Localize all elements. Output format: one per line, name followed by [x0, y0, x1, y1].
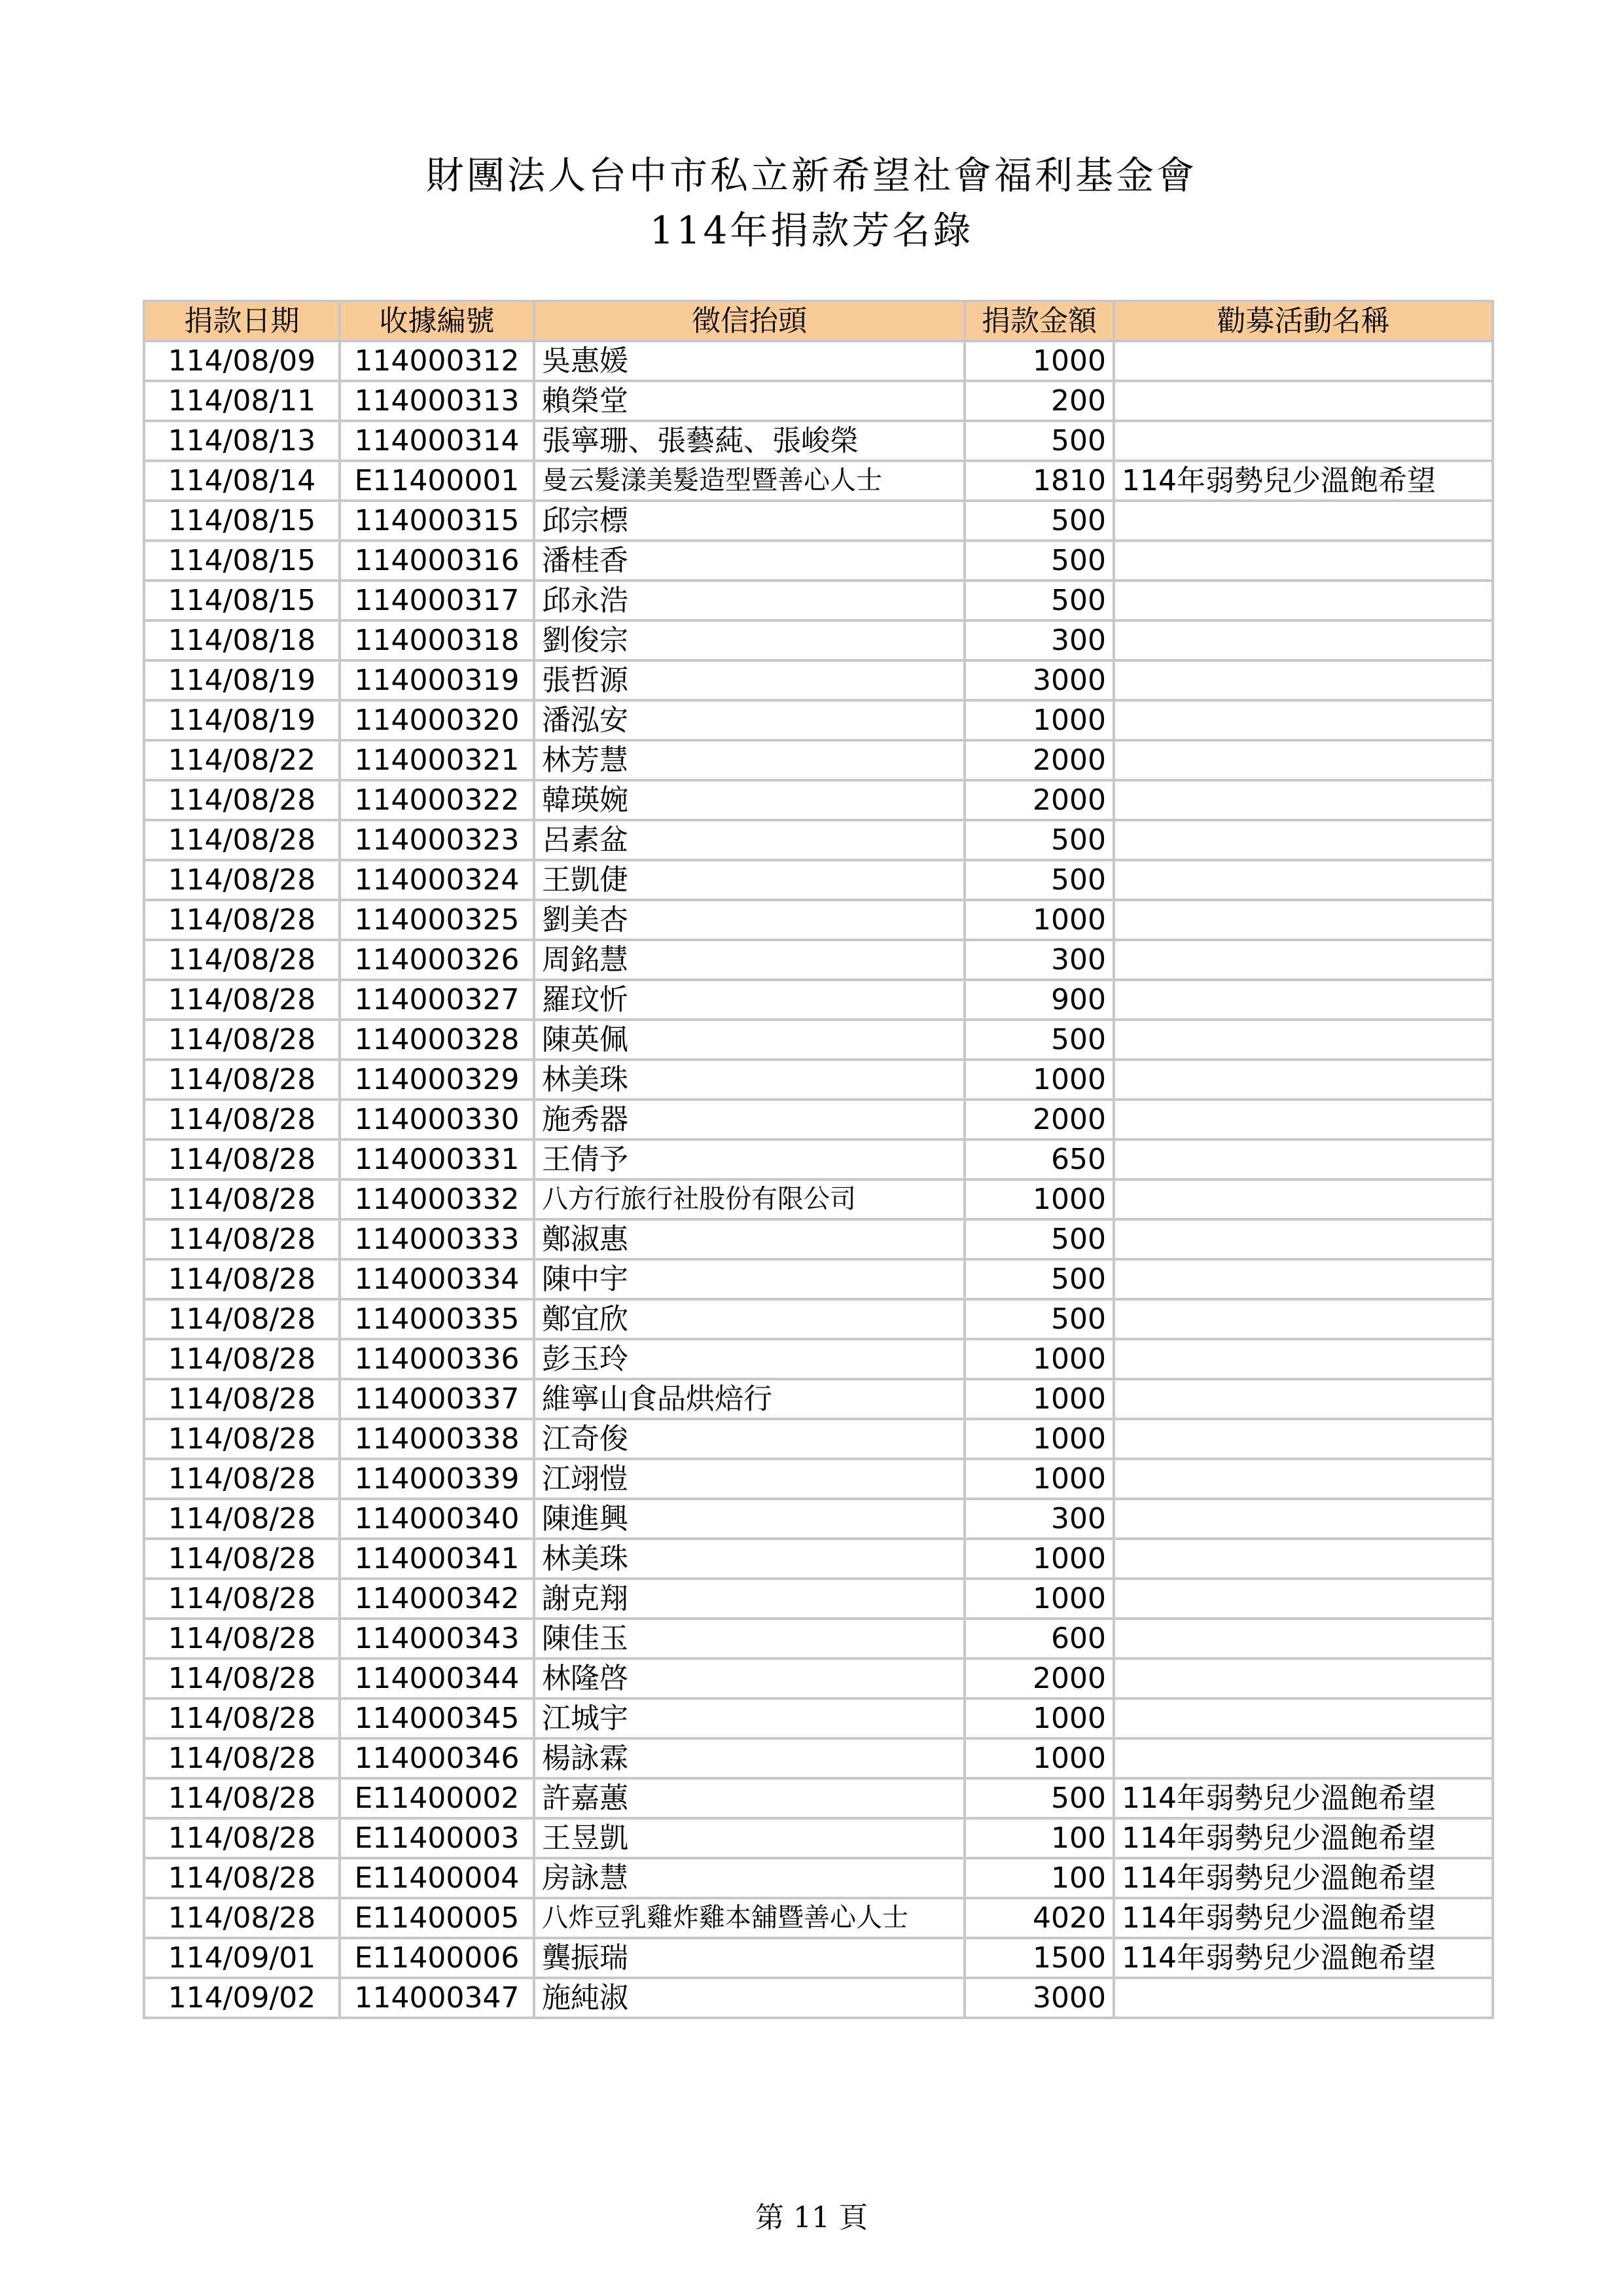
donation-amount-cell: 1000 — [965, 1379, 1114, 1419]
table-row — [144, 940, 1493, 980]
donation-date-cell: 114/08/28 — [144, 900, 340, 940]
donor-name-cell: 曼云髮漾美髮造型暨善心人士 — [534, 461, 965, 501]
donation-date-cell: 114/08/28 — [144, 980, 340, 1020]
donation-amount-cell: 500 — [965, 421, 1114, 461]
donation-amount-cell: 500 — [965, 1299, 1114, 1339]
campaign-name-cell — [1114, 780, 1493, 820]
table-row — [144, 1379, 1493, 1419]
donation-date-cell: 114/08/28 — [144, 1259, 340, 1299]
table-row — [144, 1858, 1493, 1898]
donation-amount-cell: 600 — [965, 1619, 1114, 1659]
receipt-number-cell: 114000319 — [340, 660, 534, 700]
donor-name-cell: 鄭宜欣 — [534, 1299, 965, 1339]
table-row — [144, 501, 1493, 541]
receipt-number-cell: 114000318 — [340, 620, 534, 660]
column-header-amount: 捐款金額 — [965, 301, 1114, 341]
table-row — [144, 581, 1493, 620]
organization-title: 財團法人台中市私立新希望社會福利基金會 — [425, 153, 1197, 198]
campaign-name-cell — [1114, 1659, 1493, 1698]
receipt-number-cell: E11400002 — [340, 1778, 534, 1818]
campaign-name-cell — [1114, 1060, 1493, 1100]
campaign-name-cell: 114年弱勢兒少溫飽希望 — [1114, 1898, 1493, 1938]
column-header-donor-name: 徵信抬頭 — [534, 301, 965, 341]
campaign-name-cell — [1114, 1579, 1493, 1619]
donation-date-cell: 114/08/15 — [144, 501, 340, 541]
receipt-number-cell: E11400003 — [340, 1818, 534, 1858]
table-row — [144, 1659, 1493, 1698]
donation-date-cell: 114/08/28 — [144, 1659, 340, 1698]
receipt-number-cell: 114000346 — [340, 1738, 534, 1778]
receipt-number-cell: E11400005 — [340, 1898, 534, 1938]
donor-name-cell: 潘桂香 — [534, 541, 965, 581]
table-row — [144, 820, 1493, 860]
donation-date-cell: 114/08/19 — [144, 700, 340, 740]
campaign-name-cell — [1114, 1219, 1493, 1259]
table-row — [144, 660, 1493, 700]
donation-amount-cell: 500 — [965, 1020, 1114, 1060]
donor-name-cell: 謝克翔 — [534, 1579, 965, 1619]
campaign-name-cell — [1114, 700, 1493, 740]
campaign-name-cell — [1114, 1100, 1493, 1139]
donation-amount-cell: 1500 — [965, 1938, 1114, 1978]
donation-amount-cell: 1000 — [965, 341, 1114, 381]
donor-name-cell: 吳惠媛 — [534, 341, 965, 381]
campaign-name-cell: 114年弱勢兒少溫飽希望 — [1114, 1778, 1493, 1818]
receipt-number-cell: 114000335 — [340, 1299, 534, 1339]
donor-name-cell: 潘泓安 — [534, 700, 965, 740]
campaign-name-cell — [1114, 541, 1493, 581]
donor-name-cell: 陳進興 — [534, 1499, 965, 1539]
table-row — [144, 381, 1493, 421]
donation-amount-cell: 500 — [965, 501, 1114, 541]
table-row — [144, 461, 1493, 501]
receipt-number-cell: 114000340 — [340, 1499, 534, 1539]
donor-name-cell: 劉美杏 — [534, 900, 965, 940]
donor-name-cell: 王倩予 — [534, 1139, 965, 1179]
receipt-number-cell: 114000330 — [340, 1100, 534, 1139]
table-row — [144, 900, 1493, 940]
campaign-name-cell — [1114, 860, 1493, 900]
donor-name-cell: 江翊愷 — [534, 1459, 965, 1499]
table-row — [144, 1219, 1493, 1259]
campaign-name-cell — [1114, 1339, 1493, 1379]
table-row — [144, 1060, 1493, 1100]
donation-date-cell: 114/08/19 — [144, 660, 340, 700]
column-header-date: 捐款日期 — [144, 301, 340, 341]
donation-date-cell: 114/08/28 — [144, 860, 340, 900]
table-row — [144, 980, 1493, 1020]
table-row — [144, 1738, 1493, 1778]
donor-name-cell: 邱宗標 — [534, 501, 965, 541]
donor-name-cell: 施秀器 — [534, 1100, 965, 1139]
donation-date-cell: 114/08/28 — [144, 1858, 340, 1898]
receipt-number-cell: 114000345 — [340, 1698, 534, 1738]
donation-date-cell: 114/09/02 — [144, 1978, 340, 2018]
table-row — [144, 541, 1493, 581]
donation-amount-cell: 1000 — [965, 700, 1114, 740]
donor-name-cell: 劉俊宗 — [534, 620, 965, 660]
donation-date-cell: 114/08/11 — [144, 381, 340, 421]
donation-date-cell: 114/08/14 — [144, 461, 340, 501]
table-row — [144, 1499, 1493, 1539]
donor-name-cell: 林芳慧 — [534, 740, 965, 780]
campaign-name-cell — [1114, 341, 1493, 381]
donor-name-cell: 陳中宇 — [534, 1259, 965, 1299]
donation-amount-cell: 500 — [965, 541, 1114, 581]
receipt-number-cell: 114000332 — [340, 1179, 534, 1219]
receipt-number-cell: E11400004 — [340, 1858, 534, 1898]
table-header-row — [144, 301, 1493, 341]
receipt-number-cell: 114000320 — [340, 700, 534, 740]
column-header-campaign: 勸募活動名稱 — [1114, 301, 1493, 341]
receipt-number-cell: 114000321 — [340, 740, 534, 780]
receipt-number-cell: 114000344 — [340, 1659, 534, 1698]
table-row — [144, 1139, 1493, 1179]
donation-amount-cell: 500 — [965, 1259, 1114, 1299]
donation-date-cell: 114/08/28 — [144, 1299, 340, 1339]
campaign-name-cell — [1114, 1020, 1493, 1060]
donor-name-cell: 韓瑛婉 — [534, 780, 965, 820]
receipt-number-cell: 114000334 — [340, 1259, 534, 1299]
receipt-number-cell: E11400001 — [340, 461, 534, 501]
table-row — [144, 1978, 1493, 2018]
campaign-name-cell: 114年弱勢兒少溫飽希望 — [1114, 461, 1493, 501]
campaign-name-cell: 114年弱勢兒少溫飽希望 — [1114, 1818, 1493, 1858]
donor-name-cell: 羅玟忻 — [534, 980, 965, 1020]
table-row — [144, 341, 1493, 381]
table-row — [144, 1419, 1493, 1459]
donor-name-cell: 張哲源 — [534, 660, 965, 700]
donation-date-cell: 114/08/28 — [144, 1419, 340, 1459]
donation-amount-cell: 2000 — [965, 1100, 1114, 1139]
donation-amount-cell: 4020 — [965, 1898, 1114, 1938]
donor-name-cell: 邱永浩 — [534, 581, 965, 620]
donation-date-cell: 114/08/28 — [144, 1539, 340, 1579]
donation-amount-cell: 1810 — [965, 461, 1114, 501]
donation-date-cell: 114/08/28 — [144, 1698, 340, 1738]
donation-amount-cell: 100 — [965, 1818, 1114, 1858]
table-row — [144, 1898, 1493, 1938]
donation-amount-cell: 900 — [965, 980, 1114, 1020]
donation-amount-cell: 1000 — [965, 1179, 1114, 1219]
receipt-number-cell: 114000347 — [340, 1978, 534, 2018]
donation-date-cell: 114/08/28 — [144, 1339, 340, 1379]
donation-date-cell: 114/08/28 — [144, 1818, 340, 1858]
donation-amount-cell: 1000 — [965, 1579, 1114, 1619]
donation-date-cell: 114/08/15 — [144, 581, 340, 620]
donation-amount-cell: 500 — [965, 581, 1114, 620]
donor-name-cell: 江城宇 — [534, 1698, 965, 1738]
donation-date-cell: 114/08/28 — [144, 1898, 340, 1938]
donor-name-cell: 王昱凱 — [534, 1818, 965, 1858]
campaign-name-cell — [1114, 1139, 1493, 1179]
donation-amount-cell: 1000 — [965, 1060, 1114, 1100]
donation-date-cell: 114/08/28 — [144, 1619, 340, 1659]
donation-amount-cell: 300 — [965, 940, 1114, 980]
campaign-name-cell — [1114, 740, 1493, 780]
receipt-number-cell: 114000313 — [340, 381, 534, 421]
donation-amount-cell: 1000 — [965, 1339, 1114, 1379]
receipt-number-cell: 114000339 — [340, 1459, 534, 1499]
receipt-number-cell: 114000323 — [340, 820, 534, 860]
table-row — [144, 1179, 1493, 1219]
donation-date-cell: 114/08/28 — [144, 1499, 340, 1539]
donation-date-cell: 114/08/28 — [144, 1020, 340, 1060]
donor-name-cell: 陳英佩 — [534, 1020, 965, 1060]
table-row — [144, 1579, 1493, 1619]
donation-amount-cell: 500 — [965, 820, 1114, 860]
table-row — [144, 1339, 1493, 1379]
receipt-number-cell: 114000327 — [340, 980, 534, 1020]
receipt-number-cell: E11400006 — [340, 1938, 534, 1978]
receipt-number-cell: 114000341 — [340, 1539, 534, 1579]
column-header-receipt-number: 收據編號 — [340, 301, 534, 341]
table-row — [144, 1938, 1493, 1978]
donor-name-cell: 林美珠 — [534, 1060, 965, 1100]
donation-date-cell: 114/08/28 — [144, 1179, 340, 1219]
donation-amount-cell: 300 — [965, 620, 1114, 660]
donor-name-cell: 陳佳玉 — [534, 1619, 965, 1659]
table-row — [144, 1698, 1493, 1738]
campaign-name-cell — [1114, 1299, 1493, 1339]
campaign-name-cell — [1114, 620, 1493, 660]
donor-name-cell: 龔振瑞 — [534, 1938, 965, 1978]
campaign-name-cell — [1114, 421, 1493, 461]
campaign-name-cell: 114年弱勢兒少溫飽希望 — [1114, 1858, 1493, 1898]
campaign-name-cell — [1114, 820, 1493, 860]
donor-name-cell: 林美珠 — [534, 1539, 965, 1579]
donation-amount-cell: 3000 — [965, 1978, 1114, 2018]
donor-name-cell: 八方行旅行社股份有限公司 — [534, 1179, 965, 1219]
campaign-name-cell — [1114, 1978, 1493, 2018]
campaign-name-cell — [1114, 900, 1493, 940]
table-row — [144, 1020, 1493, 1060]
donation-date-cell: 114/08/28 — [144, 1738, 340, 1778]
donation-date-cell: 114/08/28 — [144, 1379, 340, 1419]
donor-name-cell: 施純淑 — [534, 1978, 965, 2018]
donation-date-cell: 114/08/28 — [144, 1219, 340, 1259]
receipt-number-cell: 114000338 — [340, 1419, 534, 1459]
donation-amount-cell: 300 — [965, 1499, 1114, 1539]
donation-table — [143, 300, 1494, 2019]
receipt-number-cell: 114000325 — [340, 900, 534, 940]
table-row — [144, 740, 1493, 780]
campaign-name-cell — [1114, 1179, 1493, 1219]
document-title: 114年捐款芳名錄 — [649, 208, 974, 253]
donation-amount-cell: 1000 — [965, 1698, 1114, 1738]
donation-date-cell: 114/08/28 — [144, 820, 340, 860]
donation-date-cell: 114/08/28 — [144, 1459, 340, 1499]
table-row — [144, 421, 1493, 461]
donation-amount-cell: 1000 — [965, 1419, 1114, 1459]
donation-amount-cell: 3000 — [965, 660, 1114, 700]
campaign-name-cell: 114年弱勢兒少溫飽希望 — [1114, 1938, 1493, 1978]
receipt-number-cell: 114000324 — [340, 860, 534, 900]
campaign-name-cell — [1114, 581, 1493, 620]
campaign-name-cell — [1114, 980, 1493, 1020]
donation-amount-cell: 1000 — [965, 1738, 1114, 1778]
receipt-number-cell: 114000314 — [340, 421, 534, 461]
campaign-name-cell — [1114, 1459, 1493, 1499]
receipt-number-cell: 114000343 — [340, 1619, 534, 1659]
donor-name-cell: 許嘉蕙 — [534, 1778, 965, 1818]
donation-date-cell: 114/08/28 — [144, 1778, 340, 1818]
receipt-number-cell: 114000336 — [340, 1339, 534, 1379]
donor-name-cell: 楊詠霖 — [534, 1738, 965, 1778]
campaign-name-cell — [1114, 1619, 1493, 1659]
receipt-number-cell: 114000328 — [340, 1020, 534, 1060]
receipt-number-cell: 114000333 — [340, 1219, 534, 1259]
donor-name-cell: 王凱倢 — [534, 860, 965, 900]
table-row — [144, 1778, 1493, 1818]
donation-date-cell: 114/08/15 — [144, 541, 340, 581]
table-row — [144, 1100, 1493, 1139]
donor-name-cell: 彭玉玲 — [534, 1339, 965, 1379]
donation-amount-cell: 500 — [965, 860, 1114, 900]
donor-name-cell: 鄭淑惠 — [534, 1219, 965, 1259]
donor-name-cell: 張寧珊、張藝蒓、張峻榮 — [534, 421, 965, 461]
campaign-name-cell — [1114, 381, 1493, 421]
donation-date-cell: 114/08/28 — [144, 940, 340, 980]
receipt-number-cell: 114000329 — [340, 1060, 534, 1100]
donor-name-cell: 呂素盆 — [534, 820, 965, 860]
donation-date-cell: 114/09/01 — [144, 1938, 340, 1978]
donation-amount-cell: 2000 — [965, 780, 1114, 820]
receipt-number-cell: 114000342 — [340, 1579, 534, 1619]
receipt-number-cell: 114000326 — [340, 940, 534, 980]
table-row — [144, 1539, 1493, 1579]
table-row — [144, 1619, 1493, 1659]
donation-amount-cell: 2000 — [965, 740, 1114, 780]
donation-date-cell: 114/08/28 — [144, 1060, 340, 1100]
campaign-name-cell — [1114, 660, 1493, 700]
campaign-name-cell — [1114, 940, 1493, 980]
campaign-name-cell — [1114, 1698, 1493, 1738]
receipt-number-cell: 114000337 — [340, 1379, 534, 1419]
table-row — [144, 780, 1493, 820]
campaign-name-cell — [1114, 1499, 1493, 1539]
donation-amount-cell: 1000 — [965, 900, 1114, 940]
table-row — [144, 1299, 1493, 1339]
table-row — [144, 700, 1493, 740]
donation-amount-cell: 200 — [965, 381, 1114, 421]
campaign-name-cell — [1114, 1379, 1493, 1419]
donor-name-cell: 八炸豆乳雞炸雞本舖暨善心人士 — [534, 1898, 965, 1938]
donor-name-cell: 林隆啓 — [534, 1659, 965, 1698]
campaign-name-cell — [1114, 1419, 1493, 1459]
campaign-name-cell — [1114, 1539, 1493, 1579]
donation-date-cell: 114/08/28 — [144, 780, 340, 820]
table-body — [144, 341, 1493, 2018]
table-row — [144, 1259, 1493, 1299]
donation-amount-cell: 2000 — [965, 1659, 1114, 1698]
table-row — [144, 860, 1493, 900]
receipt-number-cell: 114000317 — [340, 581, 534, 620]
receipt-number-cell: 114000315 — [340, 501, 534, 541]
donation-date-cell: 114/08/13 — [144, 421, 340, 461]
donation-date-cell: 114/08/28 — [144, 1139, 340, 1179]
donor-name-cell: 周銘慧 — [534, 940, 965, 980]
donation-date-cell: 114/08/18 — [144, 620, 340, 660]
table-row — [144, 1818, 1493, 1858]
donation-amount-cell: 650 — [965, 1139, 1114, 1179]
donation-amount-cell: 500 — [965, 1778, 1114, 1818]
donation-amount-cell: 500 — [965, 1219, 1114, 1259]
donation-amount-cell: 1000 — [965, 1459, 1114, 1499]
donor-name-cell: 房詠慧 — [534, 1858, 965, 1898]
donation-date-cell: 114/08/28 — [144, 1579, 340, 1619]
page-number: 第 11 頁 — [755, 2201, 868, 2234]
donation-date-cell: 114/08/09 — [144, 341, 340, 381]
donation-date-cell: 114/08/28 — [144, 1100, 340, 1139]
donation-amount-cell: 1000 — [965, 1539, 1114, 1579]
table-row — [144, 1459, 1493, 1499]
receipt-number-cell: 114000316 — [340, 541, 534, 581]
table-row — [144, 620, 1493, 660]
donor-name-cell: 賴榮堂 — [534, 381, 965, 421]
donor-name-cell: 維寧山食品烘焙行 — [534, 1379, 965, 1419]
campaign-name-cell — [1114, 1259, 1493, 1299]
campaign-name-cell — [1114, 501, 1493, 541]
donor-name-cell: 江奇俊 — [534, 1419, 965, 1459]
donation-date-cell: 114/08/22 — [144, 740, 340, 780]
receipt-number-cell: 114000312 — [340, 341, 534, 381]
receipt-number-cell: 114000331 — [340, 1139, 534, 1179]
donation-amount-cell: 100 — [965, 1858, 1114, 1898]
campaign-name-cell — [1114, 1738, 1493, 1778]
receipt-number-cell: 114000322 — [340, 780, 534, 820]
